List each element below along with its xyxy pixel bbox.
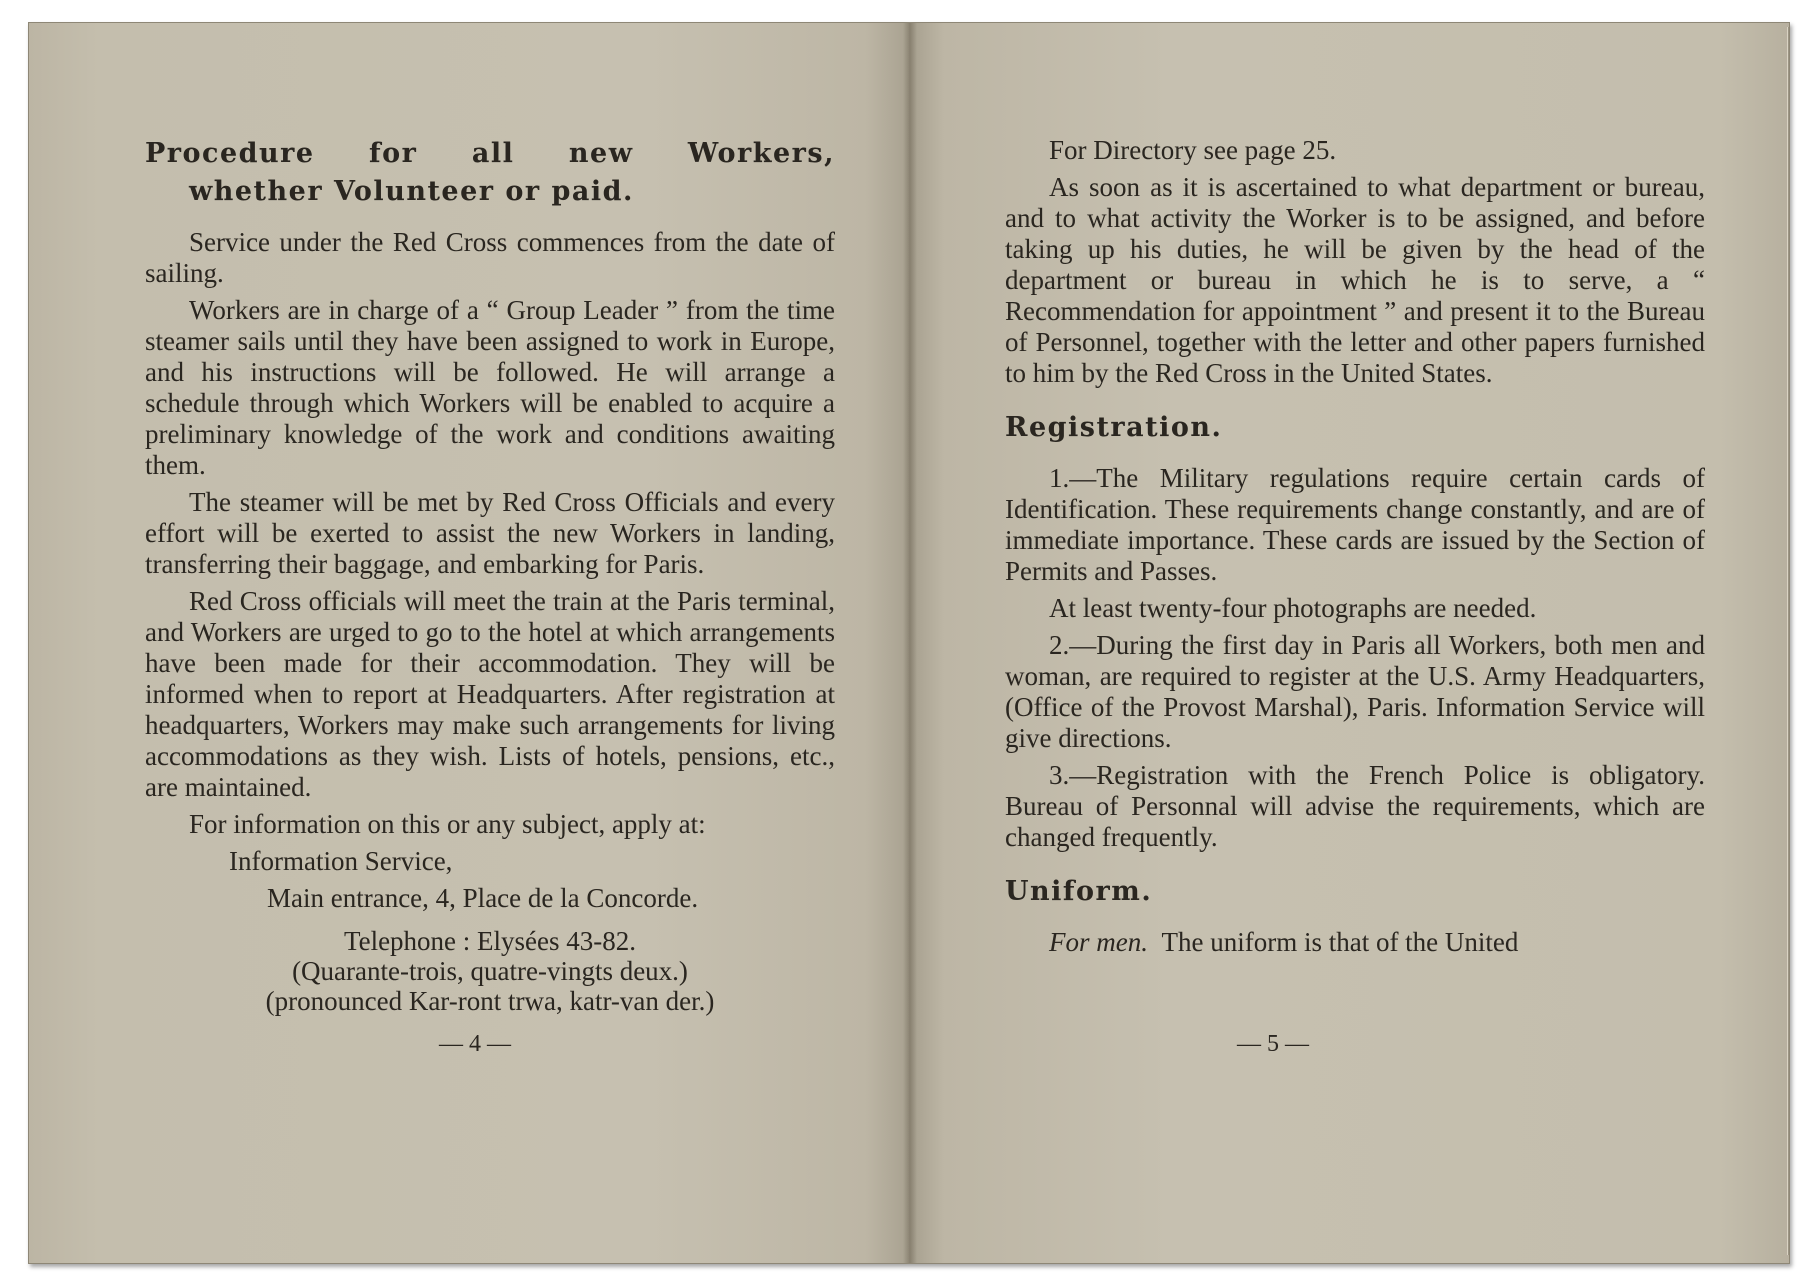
page-number: — 4 — [439, 1031, 511, 1057]
page-number: — 5 — [1237, 1031, 1309, 1057]
right-page-content [1005, 135, 1705, 964]
right-page [909, 23, 1789, 1263]
paragraph: As soon as it is ascertained to what department or bureau, and to what activity the Worker is to be assigned, and before taking up his duties, he will be given by the head of the department or bureau in which he is to serve, a “ Recommendation for appointment ” and present it to the Bureau of Personnel, together with the letter and other papers furnished to him by the Red Cross in the United States. [1005, 172, 1705, 388]
paragraph: Red Cross officials will meet the train at the Paris terminal, and Workers are urged to go to the hotel at which arrangements have been made for their accommodation. They will be informed when to report at Headquarters. After registration at headquarters, Workers may make such arrangements for living accommodations as they wish. Lists of hotels, pensions, etc., are maintained. [145, 586, 835, 802]
telephone-block [145, 926, 835, 1016]
left-page-content [145, 135, 835, 1016]
telephone-french: (Quarante-trois, quatre-vingts deux.) [292, 956, 688, 986]
telephone-number: Telephone : Elysées 43-82. [343, 926, 637, 956]
address-line: Main entrance, 4, Place de la Concorde. [267, 883, 699, 913]
page-heading: Procedure for all new Workers, [145, 138, 835, 169]
paragraph: The steamer will be met by Red Cross Officials and every effort will be exerted to assist the new Workers in landing, transferring their baggage, and embarking for Paris. [145, 487, 835, 579]
page-subheading: whether Volunteer or paid. [189, 176, 634, 207]
paragraph: For information on this or any subject, apply at: [189, 809, 706, 839]
paragraph: For Directory see page 25. [1049, 135, 1337, 165]
paragraph: 2.—During the first day in Paris all Workers, both men and woman, are required to register at the U.S. Army Headquarters, (Office of the Provost Marshal), Paris. Information Service will give directions. [1005, 630, 1705, 753]
book-gutter [903, 23, 917, 1263]
paragraph: 1.—The Military regulations require certain cards of Identification. These requirements change constantly, and are of immediate importance. These cards are issued by the Section of Permits and Passes. [1005, 463, 1705, 586]
paragraph: Service under the Red Cross commences from the date of sailing. [145, 227, 835, 288]
open-booklet [28, 22, 1790, 1264]
registration-heading: Registration. [1005, 412, 1223, 443]
paragraph: Workers are in charge of a “ Group Leader ” from the time steamer sails until they have been assigned to work in Europe, and his instructions will be followed. He will arrange a schedule through which Workers will be enabled to acquire a preliminary knowledge of the work and conditions awaiting them. [145, 295, 835, 480]
uniform-heading: Uniform. [1005, 876, 1153, 907]
address-line: Information Service, [229, 846, 453, 876]
paragraph: 3.—Registration with the French Police is obligatory. Bureau of Personnal will advise the requirements, which are changed frequently. [1005, 760, 1705, 852]
uniform-text: The uniform is that of the United [1161, 927, 1519, 957]
left-page [29, 23, 909, 1263]
page-edges [1787, 27, 1789, 1255]
uniform-lead: For men. [1049, 927, 1148, 957]
telephone-pronunciation: (pronounced Kar-ront trwa, katr-van der.) [265, 986, 715, 1016]
paragraph: At least twenty-four photographs are needed. [1049, 593, 1537, 623]
paragraph [1005, 927, 1705, 958]
